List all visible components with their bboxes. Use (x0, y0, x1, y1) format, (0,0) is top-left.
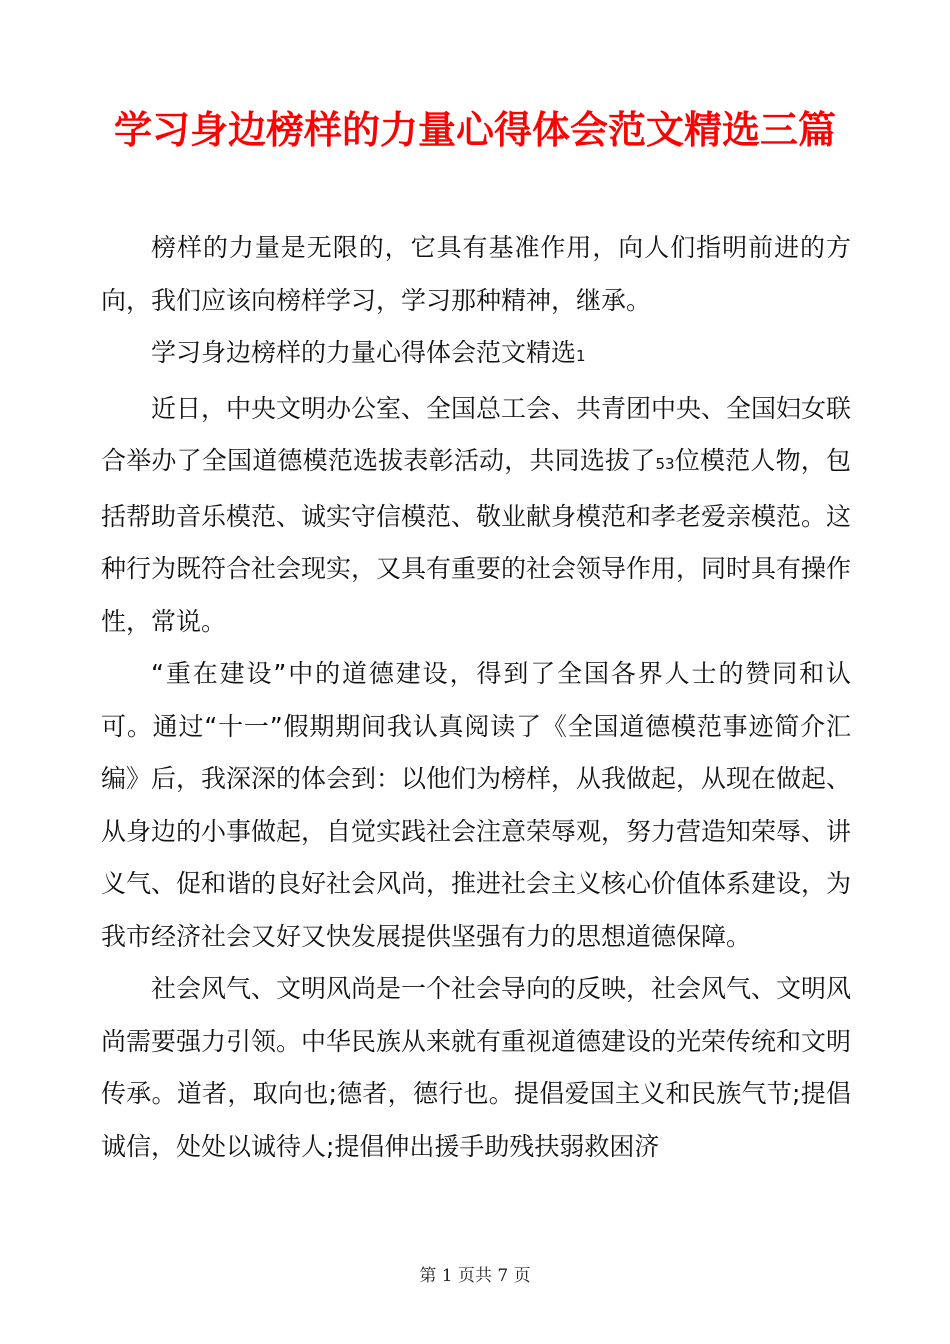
paragraph-social-atmosphere: 社会风气、文明风尚是一个社会导向的反映，社会风气、文明风尚需要强力引领。中华民族从来就有重视道德建设的光荣传统和文明传承。道者，取向也;德者，德行也。提倡爱国主义和民族气节;提倡诚信，处处以诚待人;提倡伸出援手助残扶弱救困济 (101, 974, 852, 1161)
document-body (101, 222, 851, 1173)
document-title: 学习身边榜样的力量心得体会范文精选三篇 (113, 108, 836, 152)
essay-number: 1 (576, 347, 586, 365)
recent-events-text-end: 位模范人物，包括帮助音乐模范、诚实守信模范、敬业献身模范和孝老爱亲模范。这种行为既符合社会现实，又具有重要的社会领导作用，同时具有操作性，常说。 (101, 446, 852, 636)
paragraph-essay-heading (101, 327, 851, 383)
paragraph-recent-events (101, 383, 851, 649)
essay-heading-text: 学习身边榜样的力量心得体会范文精选 (151, 338, 577, 367)
paragraph-moral-construction: “重在建设”中的道德建设，得到了全国各界人士的赞同和认可。通过“十一”假期期间我认真阅读了《全国道德模范事迹简介汇编》后，我深深的体会到：以他们为榜样，从我做起，从现在做起、从身边的小事做起，自觉实践社会注意荣辱观，努力营造知荣辱、讲义气、促和谐的良好社会风尚，推进社会主义核心价值体系建设，为我市经济社会又好又快发展提供坚强有力的思想道德保障。 (101, 659, 852, 951)
page-number-footer: 第 1 页共 7 页 (419, 1266, 531, 1286)
model-count: 53 (655, 455, 675, 473)
recent-events-text-start: 近日，中央文明办公室、全国总工会、共青团中央、全国妇女联合举办了全国道德模范选拔表彰活动，共同选拔了 (101, 393, 852, 475)
paragraph-intro: 榜样的力量是无限的，它具有基准作用，向人们指明前进的方向，我们应该向榜样学习，学习那种精神，继承。 (101, 233, 851, 315)
